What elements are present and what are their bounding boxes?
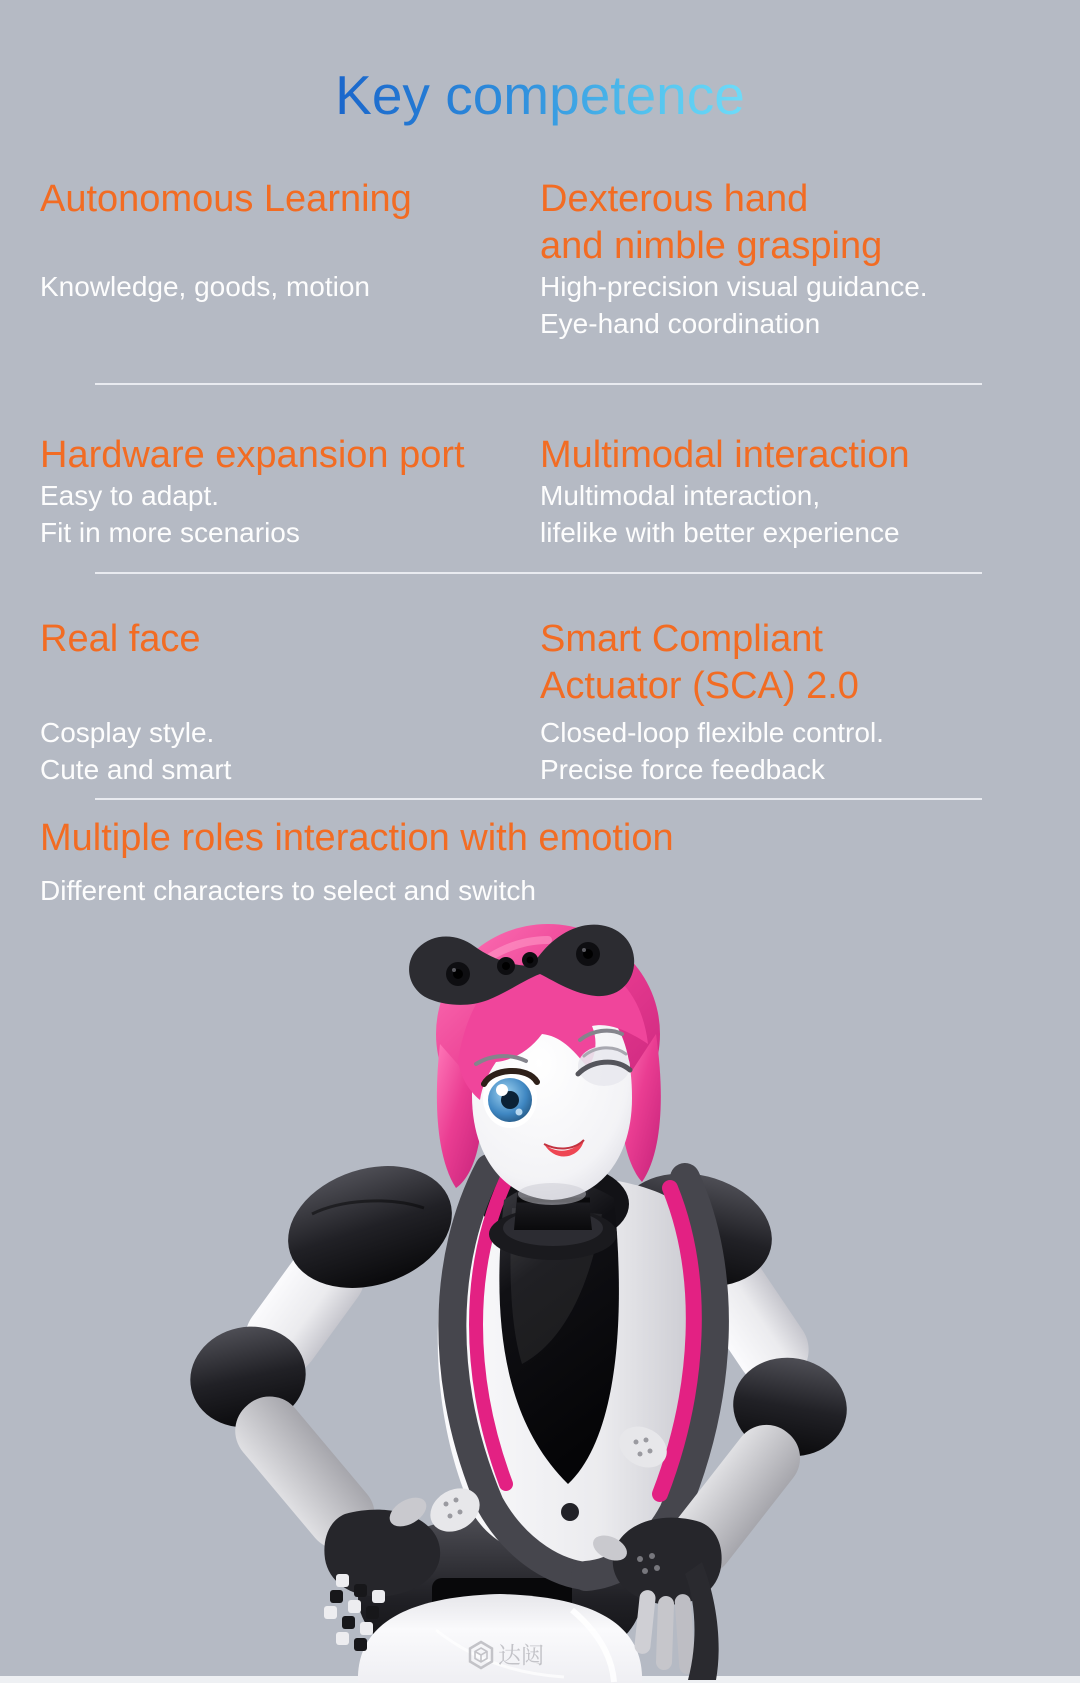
text-line: Cosplay style. xyxy=(40,717,215,748)
feature-title-hardware-expansion xyxy=(40,432,465,479)
feature-title-dexterous-hand xyxy=(540,176,882,270)
feature-desc-hardware-expansion xyxy=(40,477,300,551)
feature-desc-sca xyxy=(540,714,884,788)
robot-head xyxy=(409,924,661,1205)
text-line: Real face xyxy=(40,618,201,660)
feature-title-autonomous-learning xyxy=(40,176,412,223)
text-line: Knowledge, goods, motion xyxy=(40,271,370,302)
text-line: Actuator (SCA) 2.0 xyxy=(540,665,859,707)
feature-desc-dexterous-hand xyxy=(540,268,928,342)
robot-left-eye xyxy=(483,1068,537,1128)
text-line: Closed-loop flexible control. xyxy=(540,717,884,748)
robot-left-arm xyxy=(181,1146,468,1438)
feature-title-multiple-roles xyxy=(40,815,674,862)
text-line: Different characters to select and switch xyxy=(40,875,536,906)
text-line: Multiple roles interaction with emotion xyxy=(40,817,674,859)
divider xyxy=(95,798,982,800)
brand-logo-text: 达闼 xyxy=(498,1642,544,1668)
page-title-text: Key competence xyxy=(335,64,745,126)
robot-wink-eye xyxy=(578,1046,630,1086)
text-line: Cute and smart xyxy=(40,754,232,785)
divider xyxy=(95,383,982,385)
text-line: Easy to adapt. xyxy=(40,480,220,511)
feature-desc-autonomous-learning xyxy=(40,268,370,305)
text-line: Eye-hand coordination xyxy=(540,308,821,339)
text-line: Smart Compliant xyxy=(540,618,823,660)
text-line: Autonomous Learning xyxy=(40,178,412,220)
text-line: High-precision visual guidance. xyxy=(540,271,928,302)
text-line: Fit in more scenarios xyxy=(40,517,300,548)
feature-title-real-face xyxy=(40,616,201,663)
divider xyxy=(95,572,982,574)
text-line: Dexterous hand xyxy=(540,178,809,220)
feature-title-sca xyxy=(540,616,859,710)
text-line: Precise force feedback xyxy=(540,754,825,785)
feature-desc-real-face xyxy=(40,714,231,788)
text-line: Multimodal interaction, xyxy=(540,480,821,511)
text-line: and nimble grasping xyxy=(540,225,883,267)
feature-desc-multimodal-interaction xyxy=(540,477,900,551)
text-line: Multimodal interaction xyxy=(540,434,910,476)
feature-title-multimodal-interaction xyxy=(540,432,910,479)
page-title xyxy=(0,63,1080,127)
text-line: Hardware expansion port xyxy=(40,434,465,476)
robot-illustration xyxy=(140,862,940,1683)
text-line: lifelike with better experience xyxy=(540,517,900,548)
